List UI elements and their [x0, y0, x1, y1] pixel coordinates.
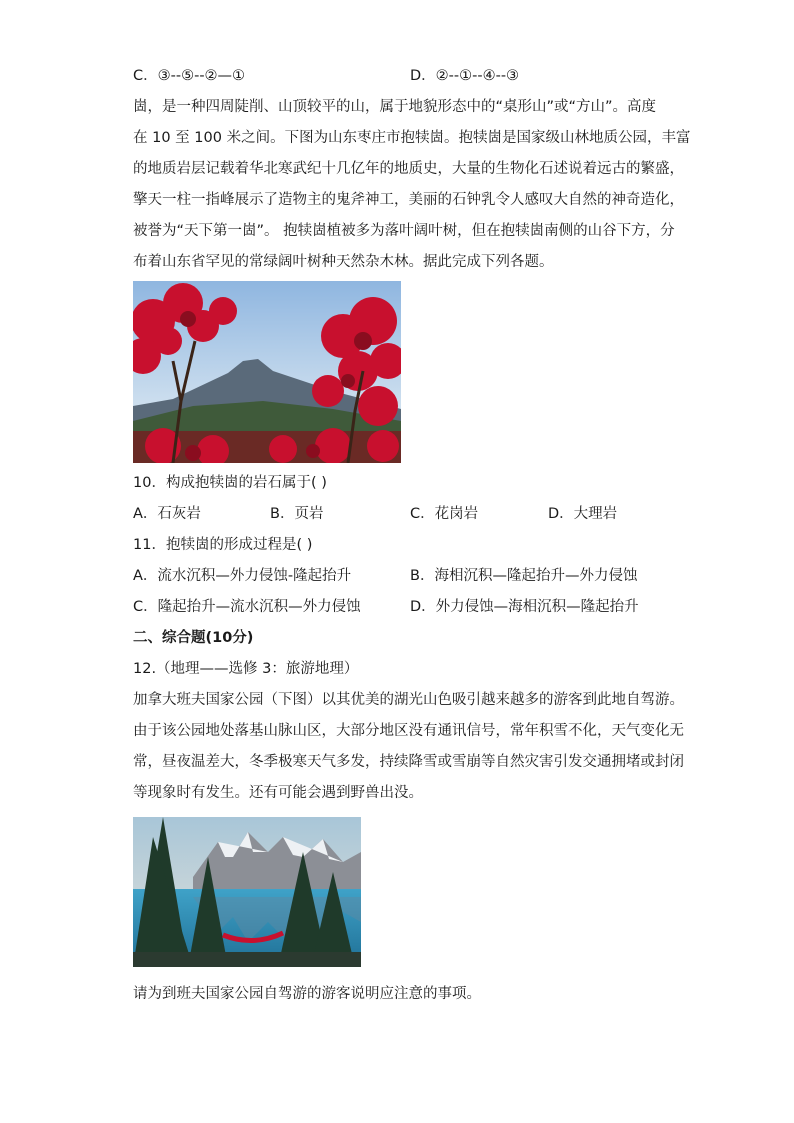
- section-heading: 二、综合题(10分): [133, 630, 254, 646]
- q10-stem: 10．构成抱犊崮的岩石属于( ): [133, 475, 327, 491]
- baodugu-photo: [133, 281, 401, 463]
- intro-line: 崮，是一种四周陡削、山顶较平的山，属于地貌形态中的“桌形山”或“方山”。高度: [133, 99, 657, 115]
- q12-question: 请为到班夫国家公园自驾游的游客说明应注意的事项。: [133, 986, 481, 1002]
- q12-stem: 12.（地理——选修 3：旅游地理）: [133, 661, 359, 677]
- q12-body-line: 由于该公园地处落基山脉山区，大部分地区没有通讯信号，常年积雪不化，天气变化无: [133, 723, 684, 739]
- q10-option-d: D．大理岩: [548, 506, 618, 522]
- option-c-prev: C．③--⑤--②—①: [133, 68, 246, 84]
- q12-body-line: 等现象时有发生。还有可能会遇到野兽出没。: [133, 785, 423, 801]
- intro-line: 的地质岩层记载着华北寒武纪十几亿年的地质史，大量的生物化石述说着远古的繁盛，: [133, 161, 684, 177]
- intro-line: 被誉为“天下第一崮”。 抱犊崮植被多为落叶阔叶树，但在抱犊崮南侧的山谷下方，分: [133, 223, 675, 239]
- q12-body-line: 加拿大班夫国家公园（下图）以其优美的湖光山色吸引越来越多的游客到此地自驾游。: [133, 692, 684, 708]
- q10-option-b: B．页岩: [270, 506, 324, 522]
- q11-option-c: C．隆起抬升—流水沉积—外力侵蚀: [133, 599, 361, 615]
- q11-stem: 11．抱犊崮的形成过程是( ): [133, 537, 313, 553]
- q10-option-a: A．石灰岩: [133, 506, 201, 522]
- intro-line: 布着山东省罕见的常绿阔叶树种天然杂木林。据此完成下列各题。: [133, 254, 554, 270]
- banff-lake-photo: [133, 817, 361, 967]
- q11-option-a: A．流水沉积—外力侵蚀-隆起抬升: [133, 568, 352, 584]
- intro-line: 擎天一柱一指峰展示了造物主的鬼斧神工，美丽的石钟乳令人感叹大自然的神奇造化，: [133, 192, 684, 208]
- q12-body-line: 常，昼夜温差大，冬季极寒天气多发，持续降雪或雪崩等自然灾害引发交通拥堵或封闭: [133, 754, 684, 770]
- q10-option-c: C．花岗岩: [410, 506, 479, 522]
- q11-option-b: B．海相沉积—隆起抬升—外力侵蚀: [410, 568, 638, 584]
- q11-option-d: D．外力侵蚀—海相沉积—隆起抬升: [410, 599, 639, 615]
- option-d-prev: D．②--①--④--③: [410, 68, 520, 84]
- intro-line: 在 10 至 100 米之间。下图为山东枣庄市抱犊崮。抱犊崮是国家级山林地质公园，丰富: [133, 130, 691, 146]
